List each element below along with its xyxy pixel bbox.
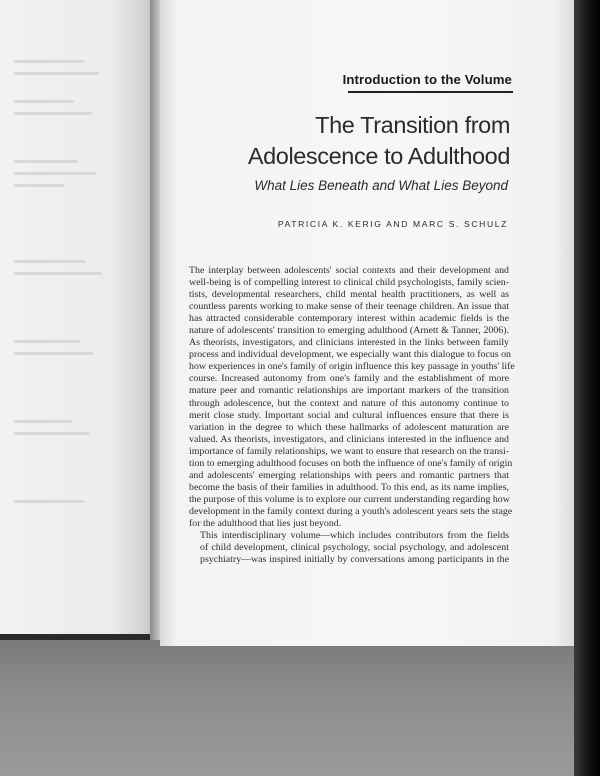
text-line: of child development, clinical psychology, social psychology, and adolescent bbox=[200, 542, 509, 554]
chapter-authors: PATRICIA K. KERIG AND MARC S. SCHULZ bbox=[277, 219, 508, 229]
text-line: variation in the degree to which these hallmarks of adolescent maturation are bbox=[189, 421, 509, 433]
chapter-title bbox=[248, 110, 510, 172]
text-line: importance of family relationships, we want to ensure that research on the transi- bbox=[189, 445, 510, 457]
text-line: valued. As theorists, investigators, and clinicians interested in the influence and bbox=[189, 433, 509, 445]
text-line: nature of adolescents' transition to emerging adulthood (Arnett & Tanner, 2006). bbox=[189, 325, 509, 337]
section-label: Introduction to the Volume bbox=[342, 72, 512, 87]
text-line: merit close study. Important social and cultural influences ensure that there is bbox=[189, 409, 509, 421]
text-line: and adolescents' emerging relationships with peers and romantic partners that bbox=[189, 469, 509, 481]
section-rule bbox=[348, 91, 513, 93]
text-line: development in the family context during a youth's adolescent years sets the stage bbox=[189, 505, 513, 517]
text-line: become the basis of their families in adulthood. To this end, as its name implies, bbox=[189, 481, 509, 493]
text-line: through adolescence, but the context and nature of this autonomy continue to bbox=[189, 397, 509, 409]
book-page bbox=[160, 0, 574, 646]
text-line: how experiences in one's family of origin influence this key passage in youths' life bbox=[189, 361, 515, 373]
text-line: tists, developmental researchers, child mental health practitioners, as well as bbox=[189, 289, 509, 301]
text-line: This interdisciplinary volume—which includes contributors from the fields bbox=[200, 530, 509, 542]
body-text bbox=[189, 265, 515, 566]
text-line: psychiatry—was inspired initially by conversations among participants in the bbox=[200, 554, 509, 566]
text-line: process and individual development, we especially want this dialogue to focus on bbox=[189, 349, 511, 361]
paragraph-2 bbox=[189, 530, 509, 566]
text-line: the purpose of this volume is to explore our current understanding regarding how bbox=[189, 493, 510, 505]
chapter-title-line-2: Adolescence to Adulthood bbox=[247, 143, 510, 169]
chapter-subtitle: What Lies Beneath and What Lies Beyond bbox=[254, 178, 508, 193]
text-line: mature peer and romantic relationships are important markers of the transition bbox=[189, 385, 509, 397]
facing-page bbox=[0, 0, 160, 634]
text-line: for the adulthood that lies just beyond. bbox=[189, 517, 342, 529]
paragraph-1 bbox=[189, 265, 515, 530]
scanner-lid bbox=[0, 640, 600, 776]
chapter-title-line-1: The Transition from bbox=[315, 112, 510, 138]
text-line: tion to emerging adulthood focuses on both the influence of one's family of origin bbox=[189, 457, 513, 469]
text-line: As theorists, investigators, and clinicians interested in the links between family bbox=[189, 337, 509, 349]
text-line: well-being is of compelling interest to clinical child psychologists, family scien- bbox=[189, 277, 509, 289]
book-cover-edge bbox=[574, 0, 600, 776]
text-line: course. Increased autonomy from one's family and the establishment of more bbox=[189, 373, 509, 385]
text-line: has attracted considerable contemporary interest within academic fields is the bbox=[189, 313, 509, 325]
text-line: countless parents working to make sense of their teenage children. An issue that bbox=[189, 301, 509, 313]
text-line: The interplay between adolescents' social contexts and their development and bbox=[189, 265, 509, 276]
